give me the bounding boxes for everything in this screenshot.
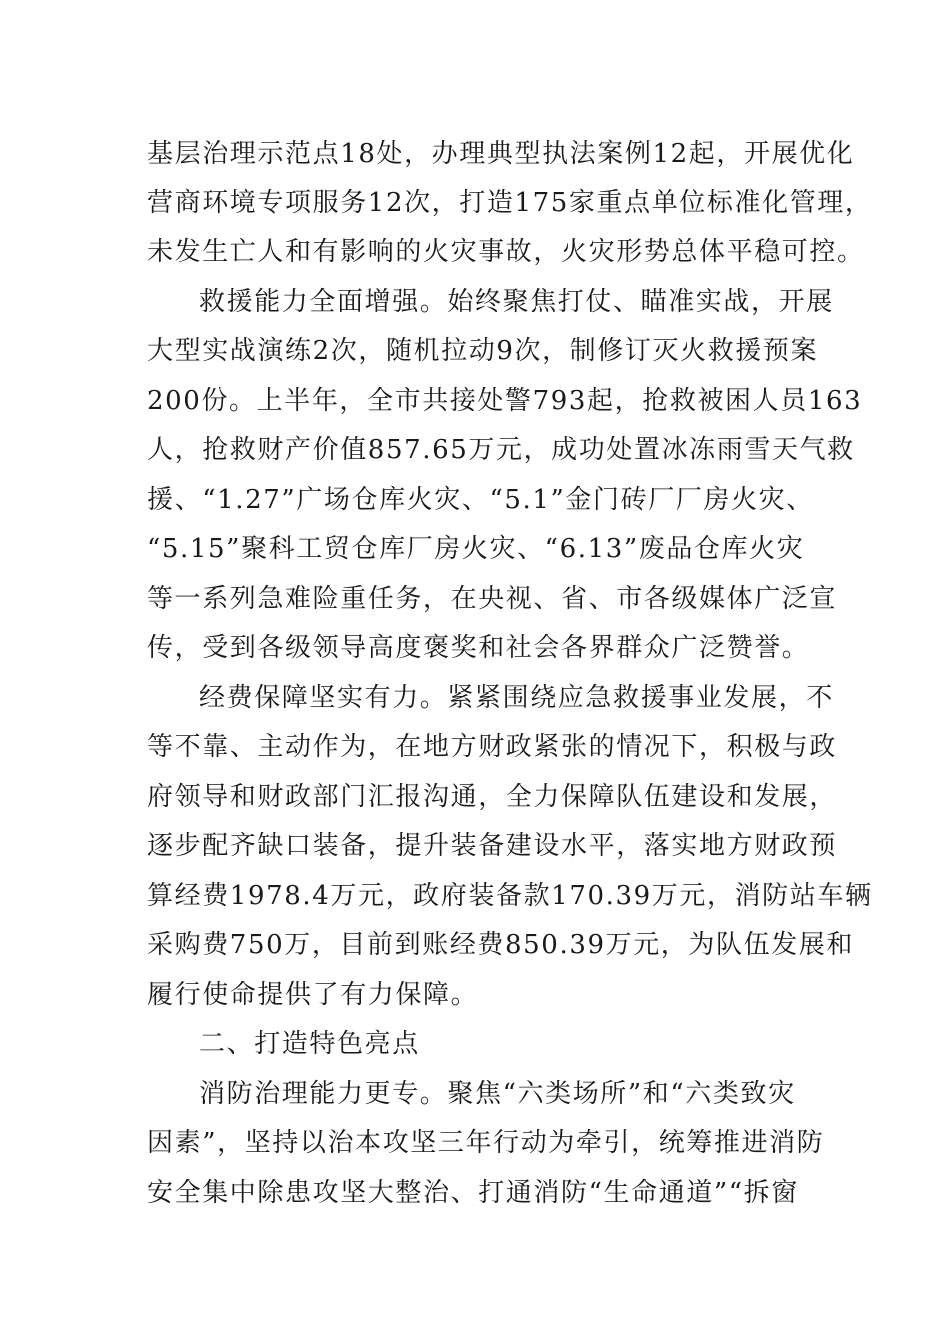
paragraph-first-line: 消防治理能力更专。聚焦“六类场所”和“六类致灾: [199, 1079, 796, 1109]
body-text-line: 算经费1978.4万元，政府装备款170.39万元，消防站车辆: [147, 881, 873, 911]
body-text-line: 因素”，坚持以治本攻坚三年行动为牵引，统筹推进消防: [147, 1128, 825, 1158]
body-text-line: 营商环境专项服务12次，打造175家重点单位标准化管理，: [147, 188, 873, 218]
body-text-line: 等不靠、主动作为，在地方财政紧张的情况下，积极与政: [147, 732, 838, 762]
body-text-line: 未发生亡人和有影响的火灾事故，火灾形势总体平稳可控。: [147, 237, 865, 267]
body-text-line: 安全集中除患攻坚大整治、打通消防“生命通道”“拆窗: [147, 1178, 799, 1208]
body-text-line: 逐步配齐缺口装备，提升装备建设水平，落实地方财政预: [147, 831, 838, 861]
body-text-line: 大型实战演练2次，随机拉动9次，制修订灭火救援预案: [147, 336, 819, 366]
body-text-line: 基层治理示范点18处，办理典型执法案例12起，开展优化: [147, 139, 855, 169]
body-text-line: 等一系列急难险重任务，在央视、省、市各级媒体广泛宣: [147, 584, 838, 614]
paragraph-first-line: 救援能力全面增强。始终聚焦打仗、瞄准实战，开展: [199, 287, 834, 317]
body-text-line: “5.15”聚科工贸仓库厂房火灾、“6.13”废品仓库火灾: [147, 534, 805, 564]
body-text-line: 200份。上半年，全市共接处警793起，抢救被困人员163: [147, 386, 863, 416]
body-text-line: 采购费750万，目前到账经费850.39万元，为队伍发展和: [147, 930, 855, 960]
paragraph-first-line: 经费保障坚实有力。紧紧围绕应急救援事业发展，不: [199, 683, 834, 713]
body-text-line: 履行使命提供了有力保障。: [147, 980, 479, 1010]
section-heading: 二、打造特色亮点: [199, 1029, 420, 1059]
body-text-line: 援、“1.27”广场仓库火灾、“5.1”金门砖厂厂房火灾、: [147, 485, 814, 515]
body-text-line: 人，抢救财产价值857.65万元，成功处置冰冻雨雪天气救: [147, 435, 855, 465]
body-text-line: 府领导和财政部门汇报沟通，全力保障队伍建设和发展，: [147, 782, 838, 812]
body-text-line: 传，受到各级领导高度褒奖和社会各界群众广泛赞誉。: [147, 633, 810, 663]
